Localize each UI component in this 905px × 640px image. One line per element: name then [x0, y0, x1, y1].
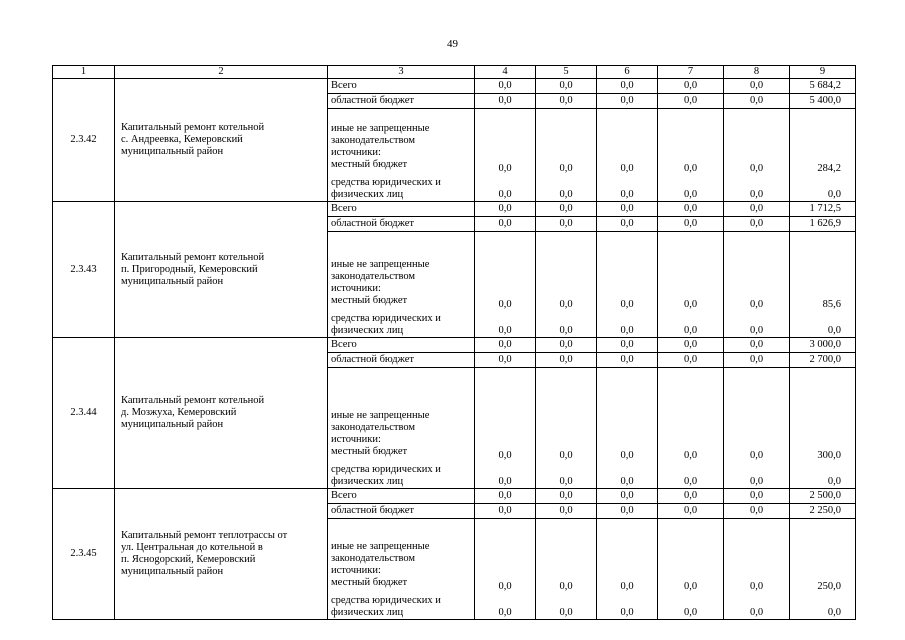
value-cell: 0,0: [597, 79, 658, 94]
value-cell: 1 712,5: [790, 202, 856, 217]
source-label: областной бюджет: [328, 94, 475, 109]
source-label: [328, 232, 475, 338]
value-cell: [475, 232, 536, 338]
value-cell: 0,0: [536, 504, 597, 519]
budget-table: [52, 65, 856, 620]
value-cell: [536, 232, 597, 338]
source-label-line: физических лиц: [331, 476, 404, 487]
value-cell: 0,0: [658, 79, 724, 94]
legal-funds-value: 0,0: [559, 607, 573, 618]
value-cell: 0,0: [536, 489, 597, 504]
value-cell: 0,0: [658, 353, 724, 368]
source-label-line: законодательством: [331, 422, 416, 433]
source-label: Всего: [328, 338, 475, 353]
legal-funds-value: 0,0: [620, 476, 634, 487]
value-cell: [658, 519, 724, 620]
legal-funds-value: 0,0: [683, 325, 698, 336]
local-budget-value: 0,0: [498, 299, 512, 310]
value-cell: 2 250,0: [790, 504, 856, 519]
legal-funds-value: 0,0: [559, 189, 573, 200]
description-line: п. Яснogорский, Кемеровский: [121, 554, 256, 565]
source-label-line: местный бюджет: [331, 577, 408, 588]
value-cell: [475, 519, 536, 620]
local-budget-value: 0,0: [559, 450, 573, 461]
page-number: 49: [447, 38, 458, 50]
table-row: [53, 202, 856, 217]
value-cell: 2 700,0: [790, 353, 856, 368]
value-cell: [658, 109, 724, 202]
legal-funds-value: 0,0: [559, 476, 573, 487]
description-line: д. Мозжуха, Кемеровский: [121, 407, 237, 418]
value-cell: 0,0: [597, 489, 658, 504]
legal-funds-value: 0,0: [620, 325, 634, 336]
source-label-line: местный бюджет: [331, 295, 408, 306]
source-label-line: законодательством: [331, 271, 416, 282]
legal-funds-value: 0,0: [498, 476, 512, 487]
column-header: 6: [597, 66, 658, 79]
value-cell: [597, 368, 658, 489]
value-cell: [475, 109, 536, 202]
description-line: Капитальный ремонт котельной: [121, 395, 265, 406]
source-label-line: средства юридических и: [331, 464, 441, 475]
column-header: 2: [115, 66, 328, 79]
source-label: [328, 519, 475, 620]
local-budget-value: 0,0: [559, 163, 573, 174]
source-label-line: источники:: [331, 283, 381, 294]
value-cell: 0,0: [597, 202, 658, 217]
description-line: муниципальный район: [121, 275, 224, 287]
value-cell: 0,0: [724, 504, 790, 519]
value-cell: 0,0: [536, 217, 597, 232]
source-label-line: иные не запрещенные: [331, 410, 430, 421]
legal-funds-value: 0,0: [498, 607, 512, 618]
item-description: [115, 79, 328, 202]
column-header: 4: [475, 66, 536, 79]
value-cell: 0,0: [475, 489, 536, 504]
local-budget-value: 0,0: [498, 163, 512, 174]
value-cell: [597, 232, 658, 338]
value-cell: 0,0: [475, 79, 536, 94]
source-label-line: законодательством: [331, 135, 416, 146]
description-line: п. Пригородный, Кемеровский: [121, 263, 258, 275]
value-cell: 0,0: [475, 504, 536, 519]
source-label-line: физических лиц: [331, 325, 404, 336]
header-row: [53, 66, 856, 79]
legal-funds-value: 0,0: [749, 189, 764, 200]
legal-funds-value: 0,0: [827, 325, 841, 336]
source-label: областной бюджет: [328, 353, 475, 368]
source-label-line: средства юридических и: [331, 177, 441, 188]
source-label-line: иные не запрещенные: [331, 123, 430, 134]
value-cell: 5 400,0: [790, 94, 856, 109]
description-line: с. Андреевка, Кемеровский: [121, 134, 243, 145]
value-cell: [597, 519, 658, 620]
source-label-line: средства юридических и: [331, 313, 441, 324]
value-cell: [724, 519, 790, 620]
source-label-line: средства юридических и: [331, 595, 441, 606]
value-cell: 0,0: [536, 94, 597, 109]
local-budget-value: 300,0: [817, 450, 841, 461]
value-cell: 0,0: [658, 94, 724, 109]
value-cell: 0,0: [597, 353, 658, 368]
value-cell: 2 500,0: [790, 489, 856, 504]
value-cell: 0,0: [475, 338, 536, 353]
item-code: 2.3.44: [53, 338, 115, 489]
source-label-line: источники:: [331, 147, 381, 158]
source-label-line: физических лиц: [331, 189, 404, 200]
local-budget-value: 0,0: [620, 581, 634, 592]
value-cell: 0,0: [475, 217, 536, 232]
source-label-line: иные не запрещенные: [331, 541, 430, 552]
local-budget-value: 0,0: [498, 581, 512, 592]
local-budget-value: 85,6: [822, 299, 841, 310]
source-label-line: местный бюджет: [331, 159, 408, 170]
item-code: 2.3.43: [53, 202, 115, 338]
value-cell: 0,0: [724, 217, 790, 232]
local-budget-value: 0,0: [683, 163, 698, 174]
source-label-line: физических лиц: [331, 607, 404, 618]
local-budget-value: 0,0: [620, 163, 634, 174]
value-cell: 0,0: [536, 79, 597, 94]
value-cell: [536, 519, 597, 620]
local-budget-value: 284,2: [817, 163, 841, 174]
source-label: Всего: [328, 489, 475, 504]
value-cell: 0,0: [475, 202, 536, 217]
legal-funds-value: 0,0: [620, 189, 634, 200]
value-cell: 0,0: [658, 504, 724, 519]
value-cell: 0,0: [658, 217, 724, 232]
column-header: 1: [53, 66, 115, 79]
local-budget-value: 0,0: [498, 450, 512, 461]
value-cell: [536, 368, 597, 489]
value-cell: [536, 109, 597, 202]
item-description: [115, 338, 328, 489]
item-description: [115, 202, 328, 338]
source-label: [328, 109, 475, 202]
legal-funds-value: 0,0: [749, 607, 764, 618]
value-cell: [790, 519, 856, 620]
value-cell: 3 000,0: [790, 338, 856, 353]
source-label: Всего: [328, 79, 475, 94]
local-budget-value: 0,0: [683, 450, 698, 461]
local-budget-value: 250,0: [817, 581, 841, 592]
value-cell: [658, 232, 724, 338]
description-line: Капитальный ремонт котельной: [121, 122, 265, 133]
legal-funds-value: 0,0: [620, 607, 634, 618]
value-cell: [790, 232, 856, 338]
source-label-line: законодательством: [331, 553, 416, 564]
value-cell: 0,0: [475, 94, 536, 109]
local-budget-value: 0,0: [683, 581, 698, 592]
value-cell: 0,0: [724, 338, 790, 353]
value-cell: [475, 368, 536, 489]
value-cell: 0,0: [597, 504, 658, 519]
value-cell: [790, 368, 856, 489]
value-cell: 0,0: [597, 338, 658, 353]
source-label: областной бюджет: [328, 217, 475, 232]
legal-funds-value: 0,0: [498, 189, 512, 200]
description-line: Капитальный ремонт теплотрассы от: [121, 530, 288, 541]
item-code: 2.3.45: [53, 489, 115, 620]
column-header: 3: [328, 66, 475, 79]
local-budget-value: 0,0: [749, 163, 764, 174]
item-description: [115, 489, 328, 620]
value-cell: 0,0: [597, 94, 658, 109]
value-cell: [724, 109, 790, 202]
value-cell: 0,0: [536, 202, 597, 217]
table-row: [53, 338, 856, 353]
description-line: муниципальный район: [121, 566, 224, 577]
source-label: областной бюджет: [328, 504, 475, 519]
value-cell: 0,0: [536, 338, 597, 353]
local-budget-value: 0,0: [749, 581, 764, 592]
value-cell: [597, 109, 658, 202]
column-header: 8: [724, 66, 790, 79]
value-cell: 0,0: [724, 94, 790, 109]
source-label: [328, 368, 475, 489]
value-cell: [658, 368, 724, 489]
column-header: 7: [658, 66, 724, 79]
legal-funds-value: 0,0: [498, 325, 512, 336]
value-cell: 0,0: [658, 202, 724, 217]
legal-funds-value: 0,0: [827, 607, 841, 618]
local-budget-value: 0,0: [749, 299, 764, 310]
source-label-line: источники:: [331, 434, 381, 445]
value-cell: 1 626,9: [790, 217, 856, 232]
source-label-line: источники:: [331, 565, 381, 576]
legal-funds-value: 0,0: [683, 189, 698, 200]
legal-funds-value: 0,0: [827, 189, 841, 200]
local-budget-value: 0,0: [749, 450, 764, 461]
local-budget-value: 0,0: [559, 299, 573, 310]
description-line: муниципальный район: [121, 146, 224, 157]
local-budget-value: 0,0: [559, 581, 573, 592]
column-header: 5: [536, 66, 597, 79]
local-budget-value: 0,0: [683, 299, 698, 310]
value-cell: 0,0: [536, 353, 597, 368]
source-label-line: иные не запрещенные: [331, 259, 430, 270]
item-code: 2.3.42: [53, 79, 115, 202]
legal-funds-value: 0,0: [749, 476, 764, 487]
value-cell: [724, 232, 790, 338]
source-label: Всего: [328, 202, 475, 217]
value-cell: 0,0: [724, 202, 790, 217]
table-row: [53, 489, 856, 504]
local-budget-value: 0,0: [620, 299, 634, 310]
value-cell: 5 684,2: [790, 79, 856, 94]
legal-funds-value: 0,0: [749, 325, 764, 336]
value-cell: 0,0: [475, 353, 536, 368]
value-cell: 0,0: [724, 79, 790, 94]
value-cell: 0,0: [724, 353, 790, 368]
table-row: [53, 79, 856, 94]
legal-funds-value: 0,0: [683, 607, 698, 618]
column-header: 9: [790, 66, 856, 79]
description-line: Капитальный ремонт котельной: [121, 251, 265, 263]
value-cell: 0,0: [597, 217, 658, 232]
legal-funds-value: 0,0: [827, 476, 841, 487]
value-cell: 0,0: [724, 489, 790, 504]
local-budget-value: 0,0: [620, 450, 634, 461]
source-label-line: местный бюджет: [331, 446, 408, 457]
legal-funds-value: 0,0: [559, 325, 573, 336]
value-cell: 0,0: [658, 489, 724, 504]
description-line: ул. Центральная до котельной в: [121, 542, 263, 553]
value-cell: [724, 368, 790, 489]
value-cell: 0,0: [658, 338, 724, 353]
value-cell: [790, 109, 856, 202]
description-line: муниципальный район: [121, 419, 224, 430]
legal-funds-value: 0,0: [683, 476, 698, 487]
